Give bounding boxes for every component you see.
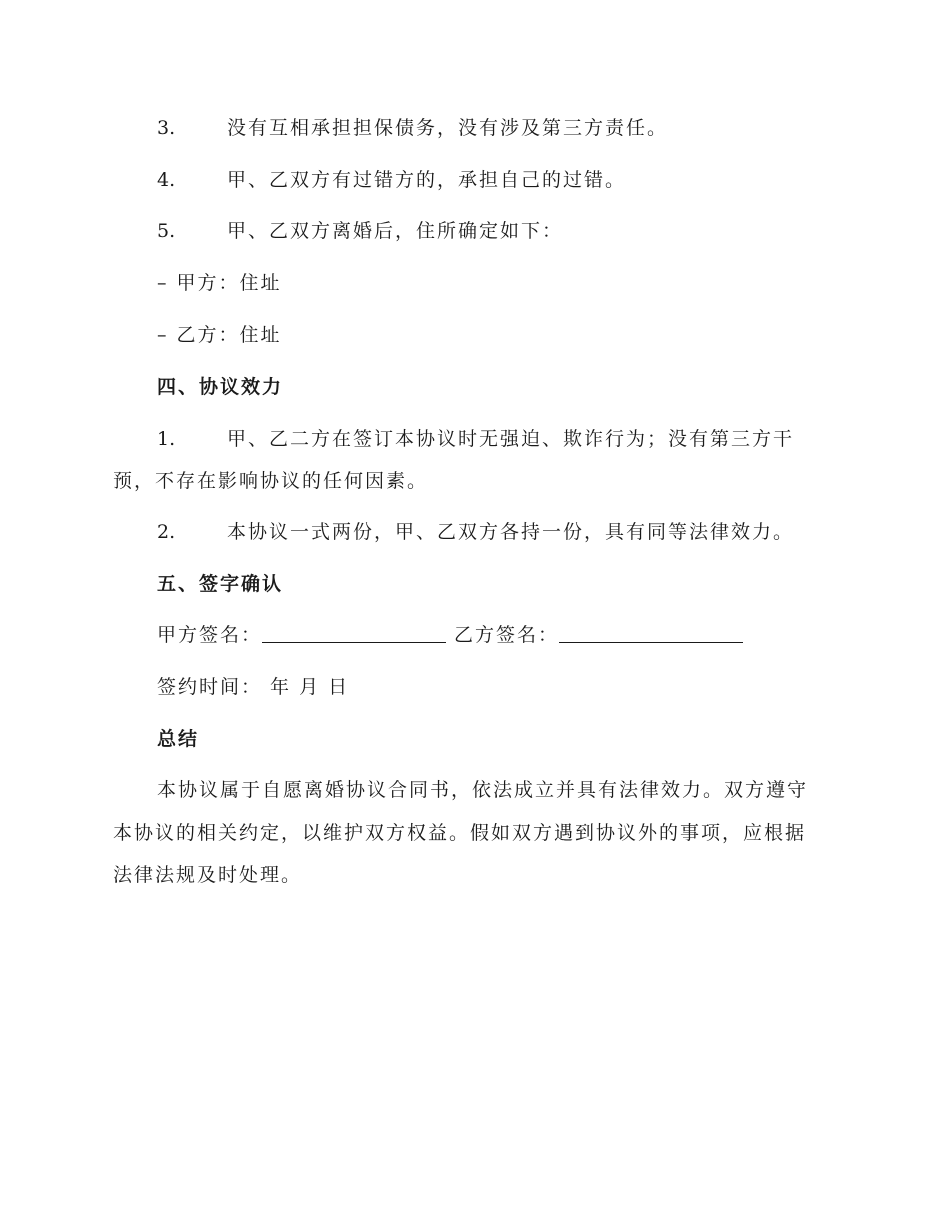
summary-heading: 总结 bbox=[157, 728, 200, 750]
item-text: 甲、乙二方在签订本协议时无强迫、欺诈行为；没有第三方干 bbox=[227, 428, 795, 450]
item-number: 2. bbox=[157, 521, 176, 543]
party-a-sign-blank[interactable] bbox=[262, 624, 446, 643]
item-text: 甲、乙双方离婚后，住所确定如下： bbox=[227, 220, 564, 242]
party-b-sign-label: 乙方签名： bbox=[454, 624, 560, 646]
item-text: 本协议一式两份，甲、乙双方各持一份，具有同等法律效力。 bbox=[227, 521, 795, 543]
summary-line-1: 本协议属于自愿离婚协议合同书，依法成立并具有法律效力。双方遵守 bbox=[157, 779, 809, 801]
section-heading-signature: 五、签字确认 bbox=[157, 573, 284, 595]
effect-item-1 bbox=[113, 426, 833, 452]
effect-item-1-continued: 预，不存在影响协议的任何因素。 bbox=[113, 470, 429, 492]
residence-party-a: – 甲方：住址 bbox=[157, 272, 282, 294]
list-item-4 bbox=[113, 167, 833, 193]
signature-row bbox=[113, 622, 877, 648]
item-number: 3. bbox=[157, 117, 176, 139]
item-number: 1. bbox=[157, 428, 176, 450]
item-text: 甲、乙双方有过错方的，承担自己的过错。 bbox=[227, 169, 627, 191]
item-number: 4. bbox=[157, 169, 176, 191]
summary-line-3: 法律法规及时处理。 bbox=[113, 864, 303, 886]
party-b-sign-blank[interactable] bbox=[559, 624, 743, 643]
list-item-3 bbox=[113, 115, 833, 141]
residence-party-b: – 乙方：住址 bbox=[157, 324, 282, 346]
sign-date: 签约时间： 年 月 日 bbox=[157, 676, 350, 698]
summary-line-2: 本协议的相关约定，以维护双方权益。假如双方遇到协议外的事项，应根据 bbox=[113, 822, 807, 844]
list-item-5 bbox=[113, 218, 833, 244]
item-text: 没有互相承担担保债务，没有涉及第三方责任。 bbox=[227, 117, 669, 139]
party-a-sign-label: 甲方签名： bbox=[157, 624, 263, 646]
item-number: 5. bbox=[157, 220, 176, 242]
section-heading-effect: 四、协议效力 bbox=[157, 376, 284, 398]
effect-item-2 bbox=[113, 519, 833, 545]
